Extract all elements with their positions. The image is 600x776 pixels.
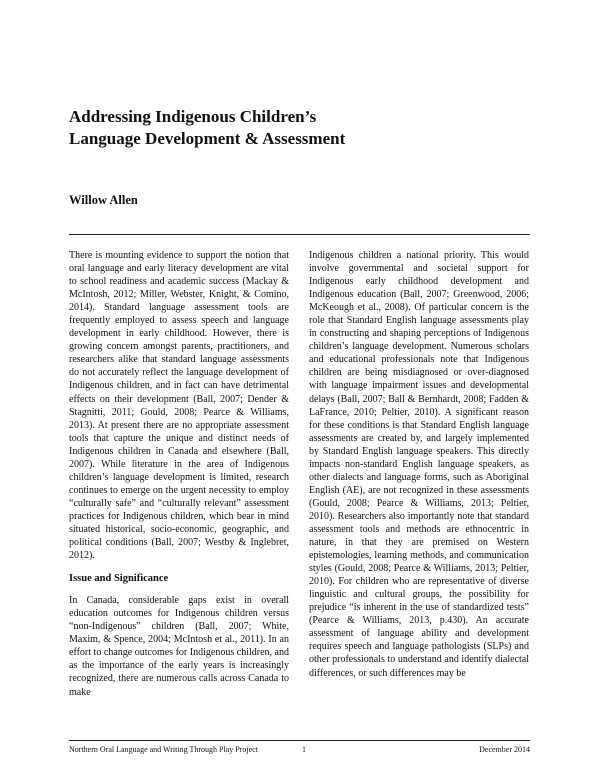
footer-page-number: 1 — [302, 745, 306, 754]
footer-date: December 2014 — [479, 745, 530, 754]
footer-divider — [69, 740, 530, 741]
section-heading: Issue and Significance — [69, 573, 169, 585]
issue-paragraph: In Canada, considerable gaps exist in overall education outcomes for Indigenous children versus “non-Indigenous” children (Ball, 2007; White, Maxim, & Spence, 2004; McIntosh et al., 2011). In an effort to change outcomes for Indigenous children, and as the importance of the early years is increasingly recognized, there are numerous calls across Canada to make — [69, 595, 289, 698]
left-column — [69, 249, 289, 699]
document-title — [69, 106, 539, 150]
intro-paragraph: There is mounting evidence to support the notion that oral language and early literacy development are vital to school readiness and academic success (Mackay & McIntosh, 2012; Miller, Webster, Knight, & Comino, 2014). Standard language assessment tools are frequently employed to assess speech and language development in early childhood. However, there is growing concern amongst parents, practitioners, and researchers alike that standard language assessments do not accurately reflect the language development of Indigenous children, and in fact can have detrimental effects on their development (Ball, 2007; Dender & Stagnitti, 2011; Gould, 2008; Pearce & Williams, 2013). At present there are no appropriate assessment tools that capture the unique and distinct needs of Indigenous children in Canada and elsewhere (Ball, 2007). While literature in the area of Indigenous children’s language development is limited, research continues to emerge on the urgent necessity to employ “culturally safe” and “culturally relevant” assessment practices for Indigenous children, which bear in mind situated historical, socio-economic, geographic, and political conditions (Ball, 2007; Westby & Inglebret, 2012). — [69, 250, 289, 562]
title-line-2: Language Development & Assessment — [69, 129, 346, 148]
footer-project: Northern Oral Language and Writing Through Play Project — [69, 745, 258, 754]
author-name: Willow Allen — [69, 193, 138, 207]
right-column — [309, 249, 529, 680]
continued-paragraph: Indigenous children a national priority. This would involve governmental and societal support for Indigenous early childhood development and Indigenous education (Ball, 2007; Greenwood, 2006; McKeough et al., 2008). Of particular concern is the role that Standard English language assessments play in constructing and shaping perceptions of Indigenous children’s language development. Numerous scholars and educational professionals note that Indigenous children are being misdiagnosed or over-diagnosed with language impairment issues and developmental delays (Ball, 2007; Ball & Bernhardt, 2008; Fadden & LaFrance, 2010; Peltier, 2010). A significant reason for these conditions is that Standard English language assessments are created by, and largely implemented by Standard English language speakers. This directly impacts non-standard English language speakers, as other dialects and language forms, such as Aboriginal English (AE), are not recognized in these assessments (Gould, 2008; Pearce & Williams, 2013; Peltier, 2010). Researchers also importantly note that standard assessment tools and methods are ethnocentric in nature, in that they are premised on Western epistemologies, learning methods, and communication styles (Gould, 2008; Pearce & Williams, 2013; Peltier, 2010). For children who are representative of diverse linguistic and cultural groups, the possibility for prejudice “is inherent in the use of standardized tests” (Pearce & Williams, 2013, p.430). An accurate assessment of language ability and development requires speech and language pathologists (SLPs) and other professionals to understand and identify dialectal differences, or such differences may be — [309, 250, 529, 679]
title-line-1: Addressing Indigenous Children’s — [69, 107, 317, 126]
header-divider — [69, 234, 530, 235]
